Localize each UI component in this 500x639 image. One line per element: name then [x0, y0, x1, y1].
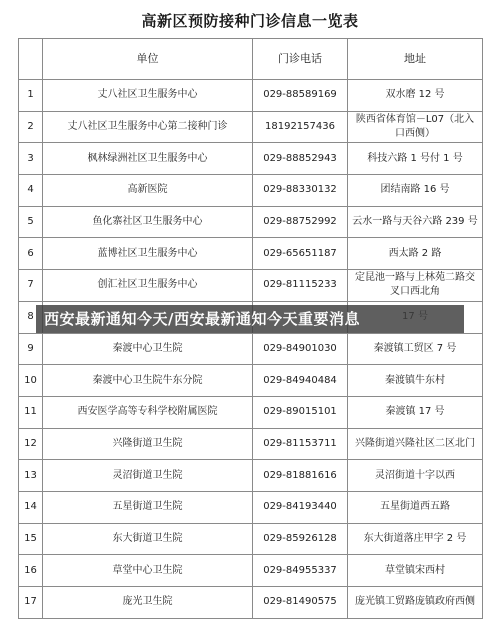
unit-name-cell: 创汇社区卫生服务中心 [43, 270, 253, 302]
address-cell: 秦渡镇牛东村 [348, 365, 483, 397]
header-phone: 门诊电话 [253, 39, 348, 80]
row-number-cell: 17 [19, 587, 43, 619]
address-cell: 秦渡镇工贸区 7 号 [348, 333, 483, 365]
header-unit: 单位 [43, 39, 253, 80]
address-cell: 定昆池一路与上林苑二路交叉口西北角 [348, 270, 483, 302]
unit-name-cell: 东大街道卫生院 [43, 523, 253, 555]
phone-cell: 029-85926128 [253, 523, 348, 555]
row-number-cell: 1 [19, 80, 43, 112]
unit-name-cell: 高新医院 [43, 175, 253, 207]
table-row [19, 238, 483, 270]
table-row [19, 333, 483, 365]
table-row [19, 587, 483, 619]
phone-cell: 029-84901030 [253, 333, 348, 365]
row-number-cell: 10 [19, 365, 43, 397]
phone-cell: 029-81490575 [253, 587, 348, 619]
table-row [19, 365, 483, 397]
table-row [19, 460, 483, 492]
phone-cell: 18192157436 [253, 111, 348, 143]
page-title: 高新区预防接种门诊信息一览表 [141, 12, 359, 30]
unit-name-cell: 庞光卫生院 [43, 587, 253, 619]
phone-cell: 029-84193440 [253, 491, 348, 523]
row-number-cell: 11 [19, 396, 43, 428]
phone-cell: 029-81115233 [253, 270, 348, 302]
table-row [19, 175, 483, 207]
row-number-cell: 15 [19, 523, 43, 555]
row-number-cell: 14 [19, 491, 43, 523]
row-number-cell: 5 [19, 206, 43, 238]
unit-name-cell: 蓝博社区卫生服务中心 [43, 238, 253, 270]
phone-cell: 029-81153711 [253, 428, 348, 460]
row-number-cell: 13 [19, 460, 43, 492]
table-row [19, 428, 483, 460]
table-row [19, 555, 483, 587]
row-number-cell: 8 [19, 301, 43, 333]
address-cell: 团结南路 16 号 [348, 175, 483, 207]
address-cell: 云水一路与天谷六路 239 号 [348, 206, 483, 238]
table-header-row [19, 39, 483, 80]
row-number-cell: 2 [19, 111, 43, 143]
address-cell: 草堂镇宋西村 [348, 555, 483, 587]
row-number-cell: 12 [19, 428, 43, 460]
phone-cell: 029-88752992 [253, 206, 348, 238]
unit-name-cell: 灵沼街道卫生院 [43, 460, 253, 492]
table-body [19, 80, 483, 619]
unit-name-cell: 丈八社区卫生服务中心 [43, 80, 253, 112]
row-number-cell: 16 [19, 555, 43, 587]
address-cell: 庞光镇工贸路庞镇政府西侧 [348, 587, 483, 619]
phone-cell: 029-81881616 [253, 460, 348, 492]
header-number [19, 39, 43, 80]
address-cell: 西太路 2 路 [348, 238, 483, 270]
unit-name-cell: 西安医学高等专科学校附属医院 [43, 396, 253, 428]
table-row [19, 270, 483, 302]
table-row [19, 143, 483, 175]
row-number-cell: 6 [19, 238, 43, 270]
row-number-cell: 9 [19, 333, 43, 365]
phone-cell: 029-88589169 [253, 80, 348, 112]
row-number-cell: 4 [19, 175, 43, 207]
address-cell: 东大街道落庄甲字 2 号 [348, 523, 483, 555]
unit-name-cell: 秦渡中心卫生院 [43, 333, 253, 365]
phone-cell: 029-65651187 [253, 238, 348, 270]
unit-name-cell: 兴隆街道卫生院 [43, 428, 253, 460]
row-number-cell: 3 [19, 143, 43, 175]
phone-cell: 029-88852943 [253, 143, 348, 175]
phone-cell: 029-89015101 [253, 396, 348, 428]
address-cell: 五星街道西五路 [348, 491, 483, 523]
table-row [19, 80, 483, 112]
table-row [19, 491, 483, 523]
unit-name-cell: 鱼化寨社区卫生服务中心 [43, 206, 253, 238]
unit-name-cell: 草堂中心卫生院 [43, 555, 253, 587]
table-row [19, 111, 483, 143]
address-cell: 兴隆街道兴隆社区二区北门 [348, 428, 483, 460]
address-cell: 灵沼街道十字以西 [348, 460, 483, 492]
unit-name-cell: 枫林绿洲社区卫生服务中心 [43, 143, 253, 175]
address-cell: 秦渡镇 17 号 [348, 396, 483, 428]
unit-name-cell: 丈八社区卫生服务中心第二接种门诊 [43, 111, 253, 143]
unit-name-cell: 秦渡中心卫生院牛东分院 [43, 365, 253, 397]
table-row [19, 396, 483, 428]
header-address: 地址 [348, 39, 483, 80]
phone-cell: 029-84955337 [253, 555, 348, 587]
row-number-cell: 7 [19, 270, 43, 302]
table-row [19, 206, 483, 238]
unit-name-cell: 五星街道卫生院 [43, 491, 253, 523]
news-banner[interactable]: 西安最新通知今天/西安最新通知今天重要消息 [36, 305, 464, 333]
address-cell: 双水磨 12 号 [348, 80, 483, 112]
phone-cell: 029-88330132 [253, 175, 348, 207]
table-row [19, 523, 483, 555]
address-cell: 陕西省体育馆－L07（北入口西侧） [348, 111, 483, 143]
phone-cell: 029-84940484 [253, 365, 348, 397]
address-cell: 科技六路 1 号付 1 号 [348, 143, 483, 175]
